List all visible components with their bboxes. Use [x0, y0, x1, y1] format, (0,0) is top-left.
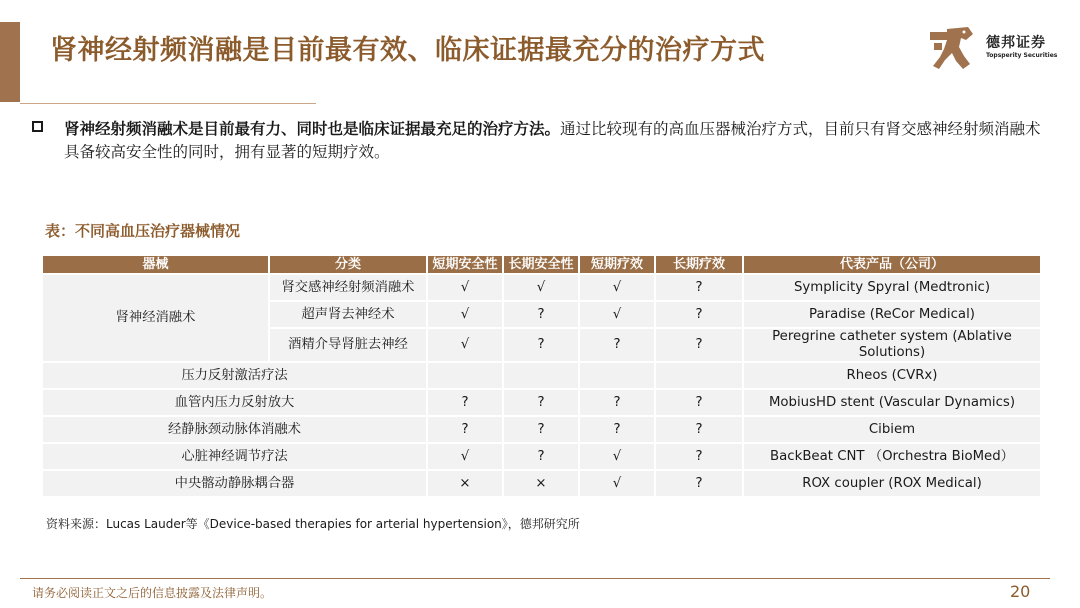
short-term-efficacy-cell: ?: [580, 415, 656, 442]
long-term-efficacy-cell: ?: [656, 273, 744, 300]
source-note: 资料来源：Lucas Lauder等《Device-based therapies for arterial hypertension》，德邦研究所: [46, 517, 580, 531]
footer-disclaimer: 请务必阅读正文之后的信息披露及法律声明。: [32, 586, 273, 600]
product-cell: Paradise (ReCor Medical): [744, 300, 1040, 327]
header-representative-product: 代表产品（公司）: [744, 256, 1040, 273]
product-cell: Rheos (CVRx): [744, 361, 1040, 388]
logo-name-cn: 德邦证券: [986, 35, 1046, 51]
header-short-term-safety: 短期安全性: [428, 256, 504, 273]
group-label-cell: 肾神经消融术: [43, 273, 270, 361]
category-cell: 超声肾去神经术: [270, 300, 428, 327]
table-header-row: [43, 256, 1040, 273]
product-cell: BackBeat CNT （Orchestra BioMed）: [744, 442, 1040, 469]
bullet-bold-text: 肾神经射频消融术是目前最有力、同时也是临床证据最充足的治疗方法。: [64, 120, 561, 138]
long-term-efficacy-cell: ?: [656, 442, 744, 469]
product-cell: Cibiem: [744, 415, 1040, 442]
device-cell: 心脏神经调节疗法: [43, 442, 428, 469]
long-term-efficacy-cell: ?: [656, 469, 744, 496]
long-term-safety-cell: ?: [504, 327, 580, 361]
table-row: [43, 361, 1040, 388]
short-term-efficacy-cell: √: [580, 469, 656, 496]
long-term-safety-cell: √: [504, 273, 580, 300]
short-term-efficacy-cell: √: [580, 300, 656, 327]
category-cell: 肾交感神经射频消融术: [270, 273, 428, 300]
table-row: [43, 388, 1040, 415]
header-device: 器械: [43, 256, 270, 273]
footer-divider: [20, 578, 1050, 579]
short-term-safety-cell: [428, 361, 504, 388]
long-term-safety-cell: ×: [504, 469, 580, 496]
short-term-efficacy-cell: √: [580, 442, 656, 469]
long-term-safety-cell: [504, 361, 580, 388]
short-term-safety-cell: ?: [428, 415, 504, 442]
page-number: 20: [1010, 582, 1031, 601]
table-caption: 表：不同高血压治疗器械情况: [45, 222, 241, 240]
table-row: [43, 273, 1040, 300]
long-term-efficacy-cell: ?: [656, 415, 744, 442]
device-cell: 压力反射激活疗法: [43, 361, 428, 388]
table-row: [43, 415, 1040, 442]
table-row: [43, 442, 1040, 469]
long-term-efficacy-cell: ?: [656, 388, 744, 415]
company-logo: [930, 26, 1058, 72]
long-term-safety-cell: ?: [504, 388, 580, 415]
logo-name-en: Topsperity Securities: [986, 52, 1058, 59]
device-cell: 血管内压力反射放大: [43, 388, 428, 415]
long-term-safety-cell: ?: [504, 442, 580, 469]
short-term-safety-cell: √: [428, 273, 504, 300]
tiger-logo-icon: [930, 26, 974, 70]
short-term-efficacy-cell: ?: [580, 388, 656, 415]
short-term-safety-cell: √: [428, 300, 504, 327]
product-cell: Peregrine catheter system (Ablative Solutions): [744, 327, 1040, 361]
short-term-safety-cell: √: [428, 327, 504, 361]
square-bullet-icon: [32, 121, 43, 132]
short-term-efficacy-cell: ?: [580, 327, 656, 361]
accent-bar: [0, 22, 20, 102]
short-term-efficacy-cell: √: [580, 273, 656, 300]
category-cell: 酒精介导肾脏去神经: [270, 327, 428, 361]
short-term-efficacy-cell: [580, 361, 656, 388]
long-term-safety-cell: ?: [504, 415, 580, 442]
device-comparison-table: [43, 256, 1040, 496]
bullet-normal-text: 通过比较现有的高血压器械治疗方式，目前只有肾交感神经射频消融术具备较高安全性的同时，拥有显著的短期疗效。: [64, 120, 1041, 161]
bullet-text: [64, 118, 1047, 164]
product-cell: Symplicity Spyral (Medtronic): [744, 273, 1040, 300]
slide-title: 肾神经射频消融是目前最有效、临床证据最充分的治疗方式: [50, 35, 765, 66]
long-term-efficacy-cell: ?: [656, 327, 744, 361]
long-term-efficacy-cell: ?: [656, 300, 744, 327]
title-underline: [20, 103, 316, 104]
header-short-term-efficacy: 短期疗效: [580, 256, 656, 273]
short-term-safety-cell: √: [428, 442, 504, 469]
long-term-efficacy-cell: [656, 361, 744, 388]
short-term-safety-cell: ?: [428, 388, 504, 415]
product-cell: MobiusHD stent (Vascular Dynamics): [744, 388, 1040, 415]
device-cell: 经静脉颈动脉体消融术: [43, 415, 428, 442]
header-category: 分类: [270, 256, 428, 273]
device-cell: 中央髂动静脉耦合器: [43, 469, 428, 496]
table-row: [43, 469, 1040, 496]
header-long-term-safety: 长期安全性: [504, 256, 580, 273]
short-term-safety-cell: ×: [428, 469, 504, 496]
header-long-term-efficacy: 长期疗效: [656, 256, 744, 273]
long-term-safety-cell: ?: [504, 300, 580, 327]
product-cell: ROX coupler (ROX Medical): [744, 469, 1040, 496]
